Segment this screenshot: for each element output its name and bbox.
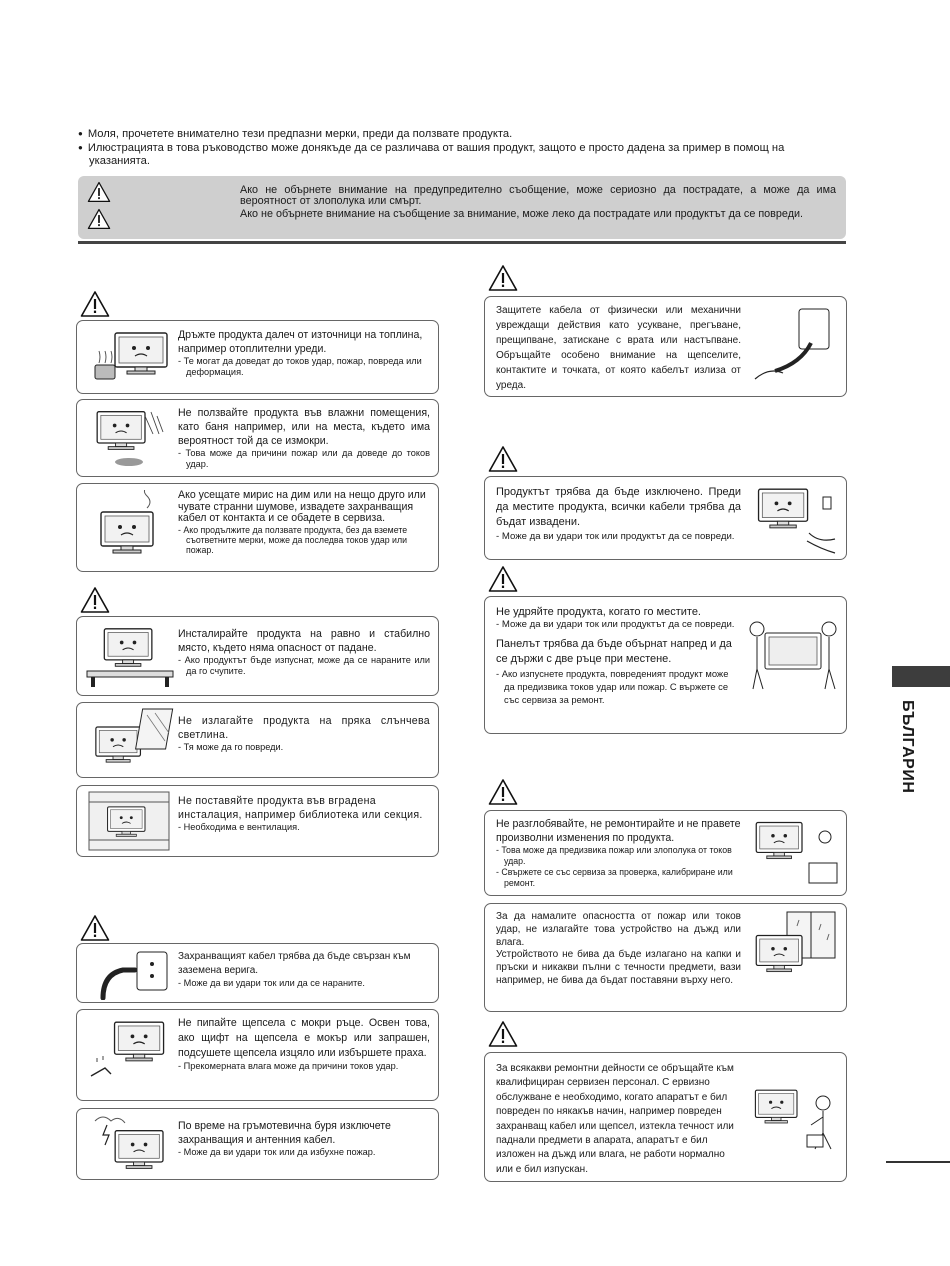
- safety-main: Ако усещате мирис на дим или на нещо друго или чувате странни шумове, извадете захранващия кабел от контакта и се обадете в сервиза.: [178, 489, 426, 524]
- safety-note: - Тя може да го повреди.: [178, 742, 284, 752]
- safety-box-service: [484, 1052, 847, 1182]
- safety-main: Не удряйте продукта, когато го местите.: [496, 606, 701, 618]
- safety-main: Продуктът трябва да бъде изключено. Преди да местите продукта, всички кабели трябва да бъдат извадени.: [496, 486, 741, 528]
- safety-main: Не разглобявайте, не ремонтирайте и не правете произволни изменения по продукта.: [496, 818, 741, 844]
- safety-main: За да намалите опасността от пожар или токов удар, не излагайте това устройство на дъжд или влага.: [496, 911, 741, 948]
- safety-box-stable: [76, 616, 439, 696]
- warning-icon: [488, 1020, 518, 1048]
- tv-shelf-illustration: [87, 790, 173, 852]
- safety-main: Не поставяйте продукта във вградена инсталация, например библиотека или секция.: [178, 795, 423, 821]
- safety-text: [178, 328, 430, 378]
- warning-icon: [80, 290, 110, 318]
- safety-box-cable: [484, 296, 847, 397]
- safety-text: [496, 303, 741, 393]
- warning-icon: [80, 586, 110, 614]
- safety-main: Не излагайте продукта на пряка слънчева светлина.: [178, 715, 430, 741]
- warning-icon: [80, 914, 110, 942]
- safety-text: [496, 911, 741, 988]
- safety-box-wet-hands: [76, 1009, 439, 1101]
- tv-window-rain-illustration: [747, 910, 841, 982]
- warning-icon: [488, 264, 518, 292]
- safety-text: [178, 950, 430, 989]
- cable-illustration: [751, 303, 841, 389]
- safety-note: - Това може да предизвика пожар или злополука от токов удар.: [496, 845, 732, 866]
- tv-repair-illustration: [747, 815, 841, 891]
- legend-caution-text: Ако не обърнете внимание на съобщение за внимание, може леко да пострадате или продуктът да се повреди.: [240, 208, 804, 220]
- safety-text: [178, 1119, 430, 1158]
- safety-box-moisture: [76, 399, 439, 477]
- tv-smoke-illustration: [85, 490, 177, 564]
- safety-box-unplug: [484, 476, 847, 560]
- safety-main: Защитете кабела от физически или механични увреждащи действия като усукване, прегъване, прещипване, затискане с врата или настъпване. Обръщайте особено внимание на щепселите, контактите и точката, от която кабелът излиза от уреда.: [496, 305, 741, 391]
- safety-note: - Те могат да доведат до токов удар, пожар, повреда или деформация.: [178, 356, 422, 377]
- tv-plug-illustration: [87, 1018, 177, 1090]
- plug-outlet-illustration: [97, 948, 175, 1000]
- intro-notes: [78, 128, 846, 169]
- safety-text: [178, 490, 430, 555]
- people-carrying-tv-illustration: [745, 617, 841, 693]
- safety-note: - Ако продължите да ползвате продукта, без да вземете съответните мерки, може да последва токов удар или пожар.: [178, 524, 408, 555]
- safety-note: - Прекомерната влага може да причини токов удар.: [178, 1061, 399, 1071]
- tv-cables-illustration: [749, 483, 841, 555]
- safety-box-disassemble: [484, 810, 847, 896]
- language-label: БЪЛГАРИН: [899, 700, 916, 794]
- safety-note: - Това може да причини пожар или да доведе до токов удар.: [178, 448, 430, 469]
- safety-text: [496, 817, 741, 889]
- safety-main: По време на гръмотевична буря изключете захранващия и антенния кабел.: [178, 1120, 391, 1146]
- safety-main: Захранващият кабел трябва да бъде свързан към заземена верига.: [178, 951, 411, 976]
- intro-bullet: ● Илюстрацията в това ръководство може донякъде да се различава от вашия продукт, защото е просто дадена за пример в помощ на указанията.: [78, 142, 846, 168]
- safety-text: [496, 485, 741, 543]
- safety-note: - Може да ви удари ток или да избухне пожар.: [178, 1147, 376, 1157]
- safety-text: [178, 627, 430, 677]
- safety-main: Не ползвайте продукта във влажни помещения, като баня например, или на места, където има вероятност той да се измокри.: [178, 407, 430, 447]
- language-tab: [892, 666, 950, 687]
- warning-icon: [488, 445, 518, 473]
- tv-water-illustration: [85, 406, 177, 470]
- safety-note: - Ако продуктът бъде изпуснат, може да се нараните или да го счупите.: [178, 655, 430, 676]
- safety-box-ground: [76, 943, 439, 1003]
- warning-icon: [488, 565, 518, 593]
- safety-box-smoke: [76, 483, 439, 572]
- symbol-legend: [78, 176, 846, 239]
- safety-main: За всякакви ремонтни дейности се обръщайте към квалифициран сервизен персонал. С ервизно обслужване е необходимо, когато апаратът е бил повреден по някакъв начин, например повреден захранващ кабел или щепсел, изтекла течност или паднали предмети в апарата, апаратът е бил изложен на дъжд или влага, не работи нормално или е бил изпускан.: [496, 1063, 734, 1175]
- technician-illustration: [747, 1083, 841, 1153]
- tv-heater-illustration: [91, 327, 177, 387]
- safety-main: Дръжте продукта далеч от източници на топлина, например отоплителни уреди.: [178, 329, 423, 355]
- tv-lightning-illustration: [85, 1113, 177, 1175]
- safety-text: [496, 605, 741, 706]
- safety-note: - Необходима е вентилация.: [178, 822, 300, 832]
- safety-note: - Ако изпуснете продукта, повреденият продукт може да предизвика токов удар или пожар. С вържете се със сервиза за ремонт.: [496, 668, 729, 705]
- safety-text: [178, 714, 430, 753]
- safety-note: - Може да ви удари ток или продуктът да се повреди.: [496, 619, 735, 630]
- warning-icon: [488, 778, 518, 806]
- warning-icon: [86, 181, 112, 203]
- tv-window-illustration: [85, 707, 177, 773]
- legend-warning-text: Ако не обърнете внимание на предупредително съобщение, може сериозно да пострадате, а може да има вероятност от злополука или смърт.: [240, 184, 836, 207]
- safety-box-sunlight: [76, 702, 439, 778]
- tv-on-stand-illustration: [83, 625, 177, 689]
- safety-box-heat: [76, 320, 439, 394]
- safety-text: [496, 1062, 741, 1177]
- caution-icon: [86, 208, 112, 230]
- safety-main: Не пипайте щепсела с мокри ръце. Освен това, ако щифт на щепсела е мокър или запрашен, подсушете щепсела изцяло или избършете праха.: [178, 1017, 430, 1059]
- divider: [78, 241, 846, 244]
- safety-box-moving: [484, 596, 847, 734]
- safety-main: Инсталирайте продукта на равно и стабилно място, където няма опасност от падане.: [178, 628, 430, 654]
- safety-text: [178, 794, 430, 833]
- safety-main: Устройството не бива да бъде излагано на капки и пръски и никакви пълни с течности предмети, вази например, не бива да бъдат поставяни върху него.: [496, 949, 741, 986]
- safety-box-builtin: [76, 785, 439, 857]
- safety-note: - Може да ви удари ток или продуктът да се повреди.: [496, 531, 735, 542]
- safety-note: - Може да ви удари ток или да се нараните.: [178, 978, 365, 988]
- safety-main: Панелът трябва да бъде обърнат напред и да се държи с две ръце при местене.: [496, 638, 732, 665]
- safety-note: - Свържете се със сервиза за проверка, калибриране или ремонт.: [496, 867, 733, 888]
- safety-box-rain: [484, 903, 847, 1012]
- page-rule: [886, 1161, 950, 1163]
- safety-text: [178, 1016, 430, 1072]
- safety-box-storm: [76, 1108, 439, 1180]
- intro-bullet: ● Моля, прочетете внимателно тези предпазни мерки, преди да ползвате продукта.: [78, 128, 846, 141]
- safety-text: [178, 406, 430, 470]
